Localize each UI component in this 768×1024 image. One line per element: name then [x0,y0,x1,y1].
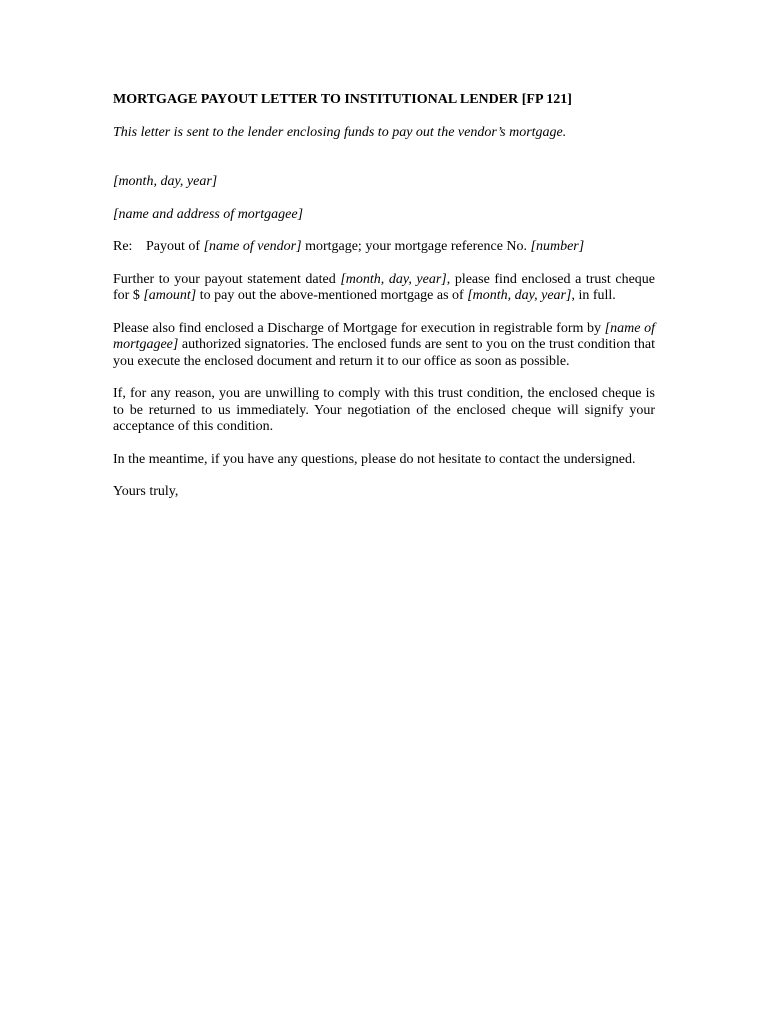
payout-text-3: to pay out the above-mentioned mortgage as of [196,288,468,303]
vendor-name-placeholder: [name of vendor] [203,239,302,254]
payout-text-4: , in full. [571,288,616,303]
payout-text-2: , please find enclosed a trust cheque for $ [113,271,655,303]
letter-intro: This letter is sent to the lender enclosing funds to pay out the vendor’s mortgage. [113,124,567,140]
questions-paragraph: In the meantime, if you have any questions, please do not hesitate to contact the undersigned. [113,451,636,467]
closing: Yours truly, [113,484,179,499]
statement-date-placeholder: [month, day, year] [340,271,447,287]
letter-title: MORTGAGE PAYOUT LETTER TO INSTITUTIONAL LENDER [FP 121] [113,92,572,107]
re-text-2: mortgage; your mortgage reference No. [301,239,531,254]
date-placeholder-text: [month, day, year] [113,174,218,189]
mortgagee-name-placeholder: [name of mortgagee] [113,320,655,352]
re-text-1: Payout of [146,239,204,254]
payout-paragraph [113,272,655,305]
payout-text-1: Further to your payout statement dated [113,271,341,287]
discharge-paragraph [113,321,655,371]
trust-condition-paragraph: If, for any reason, you are unwilling to comply with this trust condition, the enclosed cheque is to be returned to us immediately. Your negotiation of the enclosed cheque will signify your acceptance of this condition. [113,386,655,434]
reference-number-placeholder: [number] [530,239,585,254]
letter-body [113,92,655,517]
mortgagee-address-text: [name and address of mortgagee] [113,206,304,222]
mortgagee-address-placeholder [113,207,655,224]
re-label: Re: [113,239,133,254]
date-placeholder [113,174,655,191]
payout-date-placeholder: [month, day, year] [467,288,572,303]
discharge-text-2: authorized signatories. The enclosed funds are sent to you on the trust condition that you execute the enclosed document and return it to our office as soon as possible. [113,337,655,369]
amount-placeholder: [amount] [143,288,197,303]
discharge-text-1: Please also find enclosed a Discharge of Mortgage for execution in registrable form by [113,320,605,336]
re-line [113,239,655,256]
